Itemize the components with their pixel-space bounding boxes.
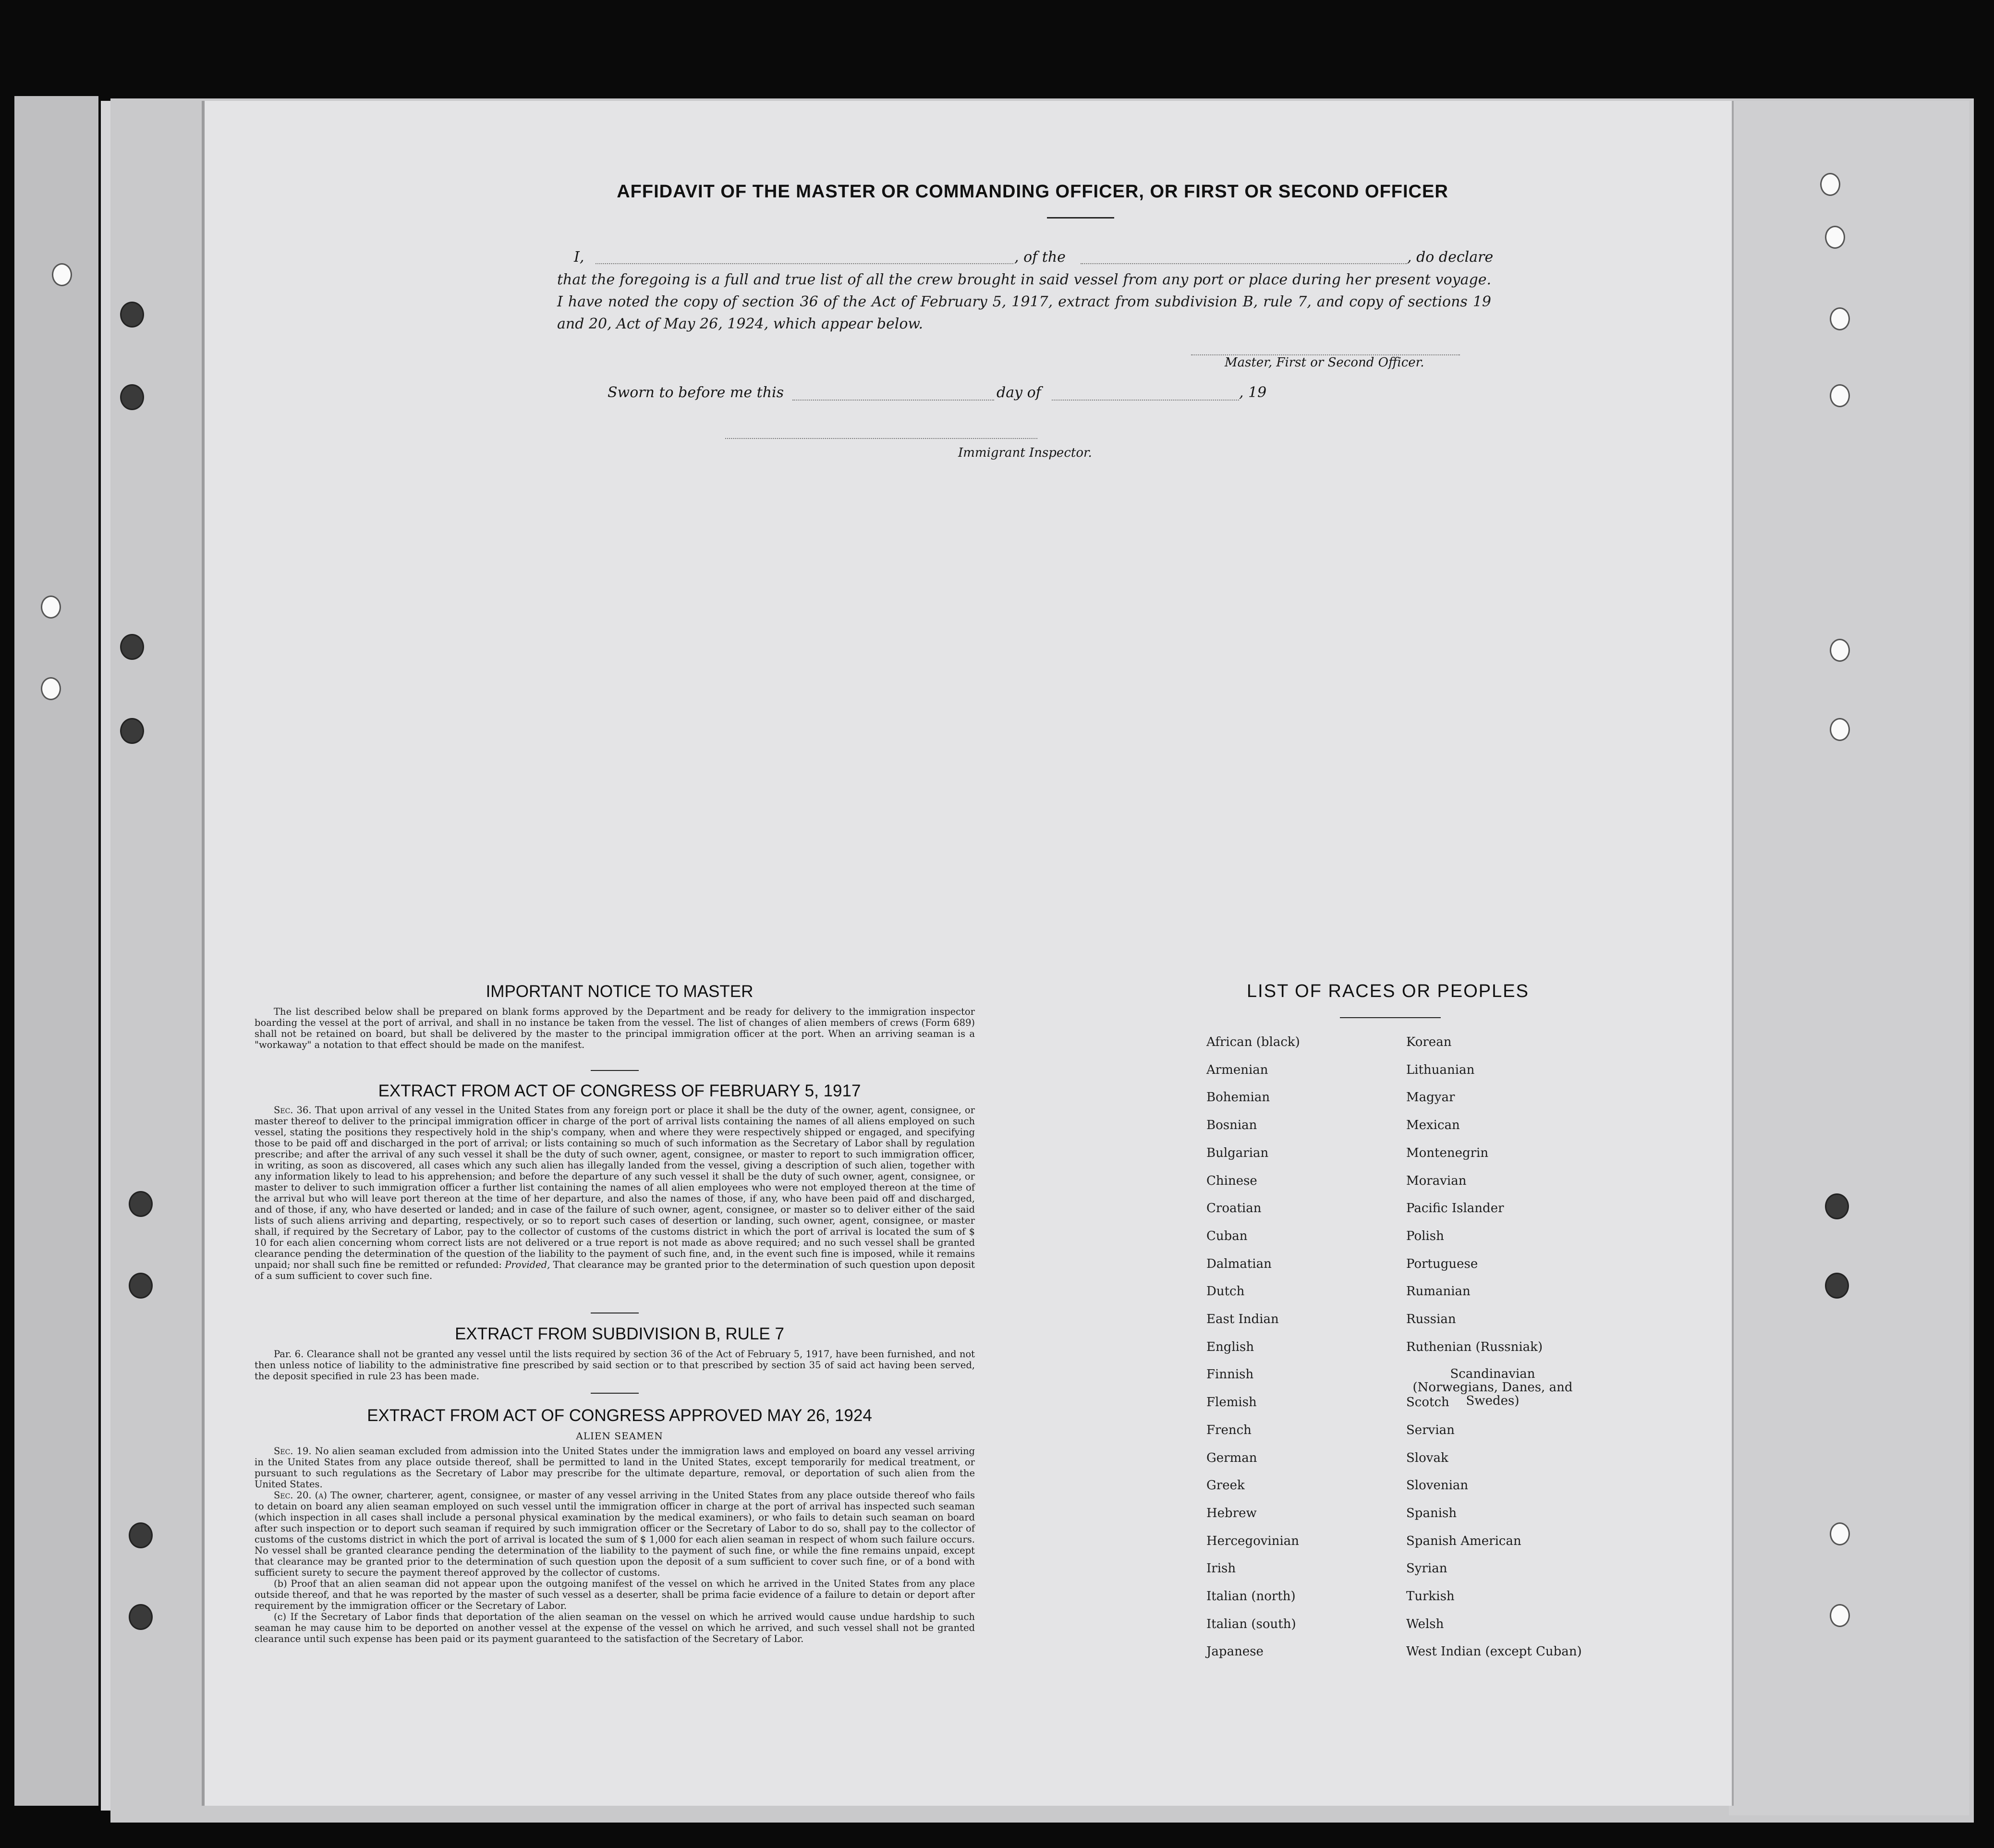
left-edge-strip	[14, 96, 98, 1806]
affidavit-title: AFFIDAVIT OF THE MASTER OR COMMANDING OFFICER, OR FIRST OR SECOND OFFICER	[617, 182, 1448, 202]
race-item: Welsh	[1406, 1617, 1444, 1631]
year-label: , 19	[1239, 384, 1267, 401]
punch-hole	[129, 1191, 153, 1217]
sec-20c: (c) If the Secretary of Labor finds that deportation of the alien seaman on the vessel on which he arrived would cause undue hardship to such seaman he may cause him to be deported on another vessel at the expense of the vessel on which he arrived, and such vessel shall not be granted clearance until such expense has been paid or its payment guaranteed to the satisfaction of the Secretary of Labor.	[255, 1611, 975, 1644]
extract-1924-title: EXTRACT FROM ACT OF CONGRESS APPROVED MAY 26, 1924	[367, 1406, 872, 1425]
punch-hole	[120, 302, 144, 328]
inspector-signature-line	[725, 438, 1037, 439]
punch-hole	[129, 1273, 153, 1299]
punch-hole	[129, 1604, 153, 1630]
affidavit-body: that the foregoing is a full and true list of all the crew brought in said vessel from any port or place during her present voyage. I have noted the copy of section 36 of the Act of February 5, 1917, extract from subdivision B, rule 7, and copy of sections 19 and 20, Act of May 26, 1924, which appear below.	[557, 271, 1491, 332]
race-item: Spanish	[1406, 1506, 1457, 1520]
race-item: Portuguese	[1406, 1256, 1478, 1271]
race-item: Scandinavian (Norwegians, Danes, and Swedes)	[1412, 1367, 1573, 1409]
punch-hole	[1830, 718, 1850, 741]
rule7-text	[255, 1349, 975, 1382]
divider	[591, 1393, 639, 1394]
race-item: West Indian (except Cuban)	[1406, 1644, 1582, 1659]
race-item: Greek	[1206, 1478, 1245, 1493]
punch-hole	[52, 263, 72, 286]
punch-hole	[41, 596, 61, 619]
race-item: French	[1206, 1422, 1252, 1437]
race-item: Scotch	[1406, 1395, 1449, 1410]
notice-text-content: The list described below shall be prepared on blank forms approved by the Department and be ready for delivery to the immigration inspector boarding the vessel at the port of arrival, and shall in no instance be taken from the vessel. The list of changes of alien members of crews (Form 689) shall not be retained on board, but shall be delivered by the master to the principal immigration officer at the port. When an arriving seaman is a "workaway" a notation to that effect should be made on the manifest.	[255, 1006, 975, 1050]
punch-hole	[129, 1522, 153, 1548]
race-item: Cuban	[1206, 1228, 1248, 1243]
race-item: Spanish American	[1406, 1533, 1521, 1548]
sec-20b: (b) Proof that an alien seaman did not appear upon the outgoing manifest of the vessel on which he arrived in the United States from any place outside thereof, and that he was reported by the master of such vessel as a deserter, shall be prima facie evidence of a failure to detain or deport after requirement by the immigration officer or the Secretary of Labor.	[255, 1578, 975, 1611]
punch-hole	[1830, 1522, 1850, 1545]
race-item: Irish	[1206, 1561, 1236, 1576]
race-item: Ruthenian (Russniak)	[1406, 1339, 1543, 1354]
race-item: Bosnian	[1206, 1118, 1257, 1133]
divider	[591, 1070, 639, 1071]
sec-19	[255, 1446, 975, 1490]
alien-seamen-subhead: ALIEN SEAMEN	[576, 1430, 663, 1442]
race-item: Rumanian	[1406, 1284, 1471, 1299]
race-item: Mexican	[1406, 1118, 1460, 1133]
sec-20a	[255, 1490, 975, 1578]
race-item: Russian	[1406, 1312, 1456, 1326]
race-item: Magyar	[1406, 1090, 1455, 1105]
race-item: Finnish	[1206, 1367, 1254, 1382]
sworn-month-blank	[1052, 400, 1239, 401]
race-item: Slovenian	[1406, 1478, 1469, 1493]
race-item: Chinese	[1206, 1173, 1257, 1188]
race-item: Turkish	[1406, 1589, 1455, 1604]
punch-hole	[1825, 226, 1845, 249]
race-item: Croatian	[1206, 1201, 1262, 1216]
sec-36-label: Sec. 36.	[274, 1105, 312, 1116]
race-item: African (black)	[1206, 1035, 1300, 1049]
race-item: Flemish	[1206, 1395, 1257, 1410]
race-item: Italian (north)	[1206, 1589, 1296, 1604]
race-item: East Indian	[1206, 1312, 1279, 1326]
sec-20-label: Sec. 20. (a)	[274, 1490, 327, 1501]
notice-title: IMPORTANT NOTICE TO MASTER	[486, 982, 754, 1001]
race-item: Dalmatian	[1206, 1256, 1272, 1271]
race-item: Montenegrin	[1406, 1145, 1489, 1160]
punch-hole	[120, 634, 144, 660]
affidavit-i: I,	[574, 249, 584, 266]
races-title-underline	[1340, 1017, 1441, 1018]
extract-1917-text	[255, 1105, 975, 1281]
race-item: Servian	[1406, 1422, 1455, 1437]
punch-hole	[120, 718, 144, 744]
extract-1924-text	[255, 1446, 975, 1644]
provided-word: Provided,	[505, 1259, 550, 1270]
race-item: Japanese	[1206, 1644, 1264, 1659]
punch-hole	[1830, 384, 1850, 407]
race-item: Moravian	[1406, 1173, 1467, 1188]
sec-19-label: Sec. 19.	[274, 1446, 312, 1457]
rule7-title: EXTRACT FROM SUBDIVISION B, RULE 7	[455, 1325, 784, 1343]
race-item: Armenian	[1206, 1062, 1268, 1077]
affidavit-do-declare: , do declare	[1407, 249, 1494, 266]
title-underline	[1047, 217, 1114, 219]
race-item: Bulgarian	[1206, 1145, 1269, 1160]
punch-hole	[41, 677, 61, 700]
affidavit-of-the: , of the	[1014, 249, 1066, 266]
race-item: Lithuanian	[1406, 1062, 1475, 1077]
race-item: Hercegovinian	[1206, 1533, 1300, 1548]
sec-36-end: That clearance may be granted prior to the determination of such question upon deposit of a sum sufficient to cover such fine.	[255, 1259, 975, 1281]
extract-1917-title: EXTRACT FROM ACT OF CONGRESS OF FEBRUARY 5, 1917	[378, 1082, 861, 1100]
race-item: Pacific Islander	[1406, 1201, 1504, 1216]
race-item: Dutch	[1206, 1284, 1245, 1299]
race-item: English	[1206, 1339, 1254, 1354]
sec-19-body: No alien seaman excluded from admission into the United States under the immigration laws and employed on board any vessel arriving in the United States from any place outside thereof, shall be permitted to land in the United States, except temporarily for medical treatment, or pursuant to such regulations as the Secretary of Labor may prescribe for the ultimate departure, removal, or deportation of such alien from the United States.	[255, 1446, 975, 1490]
punch-hole	[1830, 307, 1850, 330]
punch-hole	[1830, 639, 1850, 662]
sec-20a-body: The owner, charterer, agent, consignee, or master of any vessel arriving in the United States from any place outside thereof who fails to detain on board any alien seaman employed on such vessel until the immigration officer in charge at the port of arrival has inspected such seaman (which inspection in all cases shall include a personal physical examination by the medical examiners), or who fails to detain such seaman on board after such inspection or to deport such seaman if required by such immigration officer or the Secretary of Labor to do so, shall pay to the collector of customs of the customs district in which the port of arrival is located the sum of $ 1,000 for each alien seaman in respect of whom such failure occurs. No vessel shall be granted clearance pending the determination of the liability to the payment of such fine, or while the fine remains unpaid, except that clearance may be granted prior to the determination of such question upon the deposit of a sum sufficient to cover such fine, or of a bond with sufficient surety to secure the payment thereof approved by the collector of customs.	[255, 1490, 975, 1578]
punch-hole	[1825, 1273, 1849, 1299]
race-item: Italian (south)	[1206, 1617, 1296, 1631]
race-item: Polish	[1406, 1228, 1444, 1243]
notice-text	[255, 1006, 975, 1050]
punch-hole	[1830, 1604, 1850, 1627]
day-of-label: day of	[997, 384, 1041, 401]
race-item: Bohemian	[1206, 1090, 1270, 1105]
race-item: German	[1206, 1450, 1257, 1465]
race-item: Korean	[1406, 1035, 1452, 1049]
rule7-body: Par. 6. Clearance shall not be granted any vessel until the lists required by section 36 of the Act of February 5, 1917, have been furnished, and not then unless notice of liability to the administrative fine prescribed by said section or to that prescribed by section 35 of said act having been served, the deposit specified in rule 23 has been made.	[255, 1349, 975, 1382]
sworn-day-blank	[792, 400, 994, 401]
race-item: Syrian	[1406, 1561, 1447, 1576]
punch-hole	[1820, 173, 1840, 196]
vessel-blank	[1081, 263, 1407, 264]
background-sheet-edge	[1729, 101, 1969, 1815]
name-blank	[596, 263, 1013, 264]
sworn-label: Sworn to before me this	[608, 384, 784, 401]
race-item: Hebrew	[1206, 1506, 1257, 1520]
sec-36-body: That upon arrival of any vessel in the United States from any foreign port or place it shall be the duty of the owner, agent, consignee, or master thereof to deliver to the principal immigration officer in charge of the port of arrival lists containing the names of all aliens employed on such vessel, stating the positions they respectively hold in the ship's company, when and where they were respectively shipped or engaged, and specifying those to be paid off and discharged in the port of arrival; or lists containing so much of such information as the Secretary of Labor shall by regulation prescribe; and after the arrival of any such vessel it shall be the duty of such owner, agent, consignee, or master to report to such immigration officer, in writing, as soon as discovered, all cases which any such alien has illegally landed from the vessel, giving a description of such alien, together with any information likely to lead to his apprehension; and before the departure of any such vessel it shall be the duty of such owner, agent, consignee, or master to deliver to such immigration officer a further list containing the names of all alien employees who were not employed thereon at the time of the arrival but who will leave port thereon at the time of her departure, and also the names of those, if any, who have been paid off and discharged, and of those, if any, who have deserted or landed; and in case of the failure of such owner, agent, consignee, or master so to deliver either of the said lists of such aliens arriving and departing, respectively, or so to report such cases of desertion or landing, such owner, agent, consignee, or master shall, if required by the Secretary of Labor, pay to the collector of customs of the customs district in which the port of arrival is located the sum of $ 10 for each alien concerning whom correct lists are not delivered or a true report is not made as above required; and no such vessel shall be granted clearance pending the determination of the question of the liability to the payment of such fine, and, in the event such fine is imposed, while it remains unpaid; nor shall such fine be remitted or refunded:	[255, 1105, 975, 1270]
master-label: Master, First or Second Officer.	[1225, 355, 1424, 370]
punch-hole	[120, 384, 144, 410]
punch-hole	[1825, 1193, 1849, 1219]
race-item: Slovak	[1406, 1450, 1448, 1465]
inspector-label: Immigrant Inspector.	[958, 446, 1092, 460]
races-title: LIST OF RACES OR PEOPLES	[1247, 981, 1529, 1001]
